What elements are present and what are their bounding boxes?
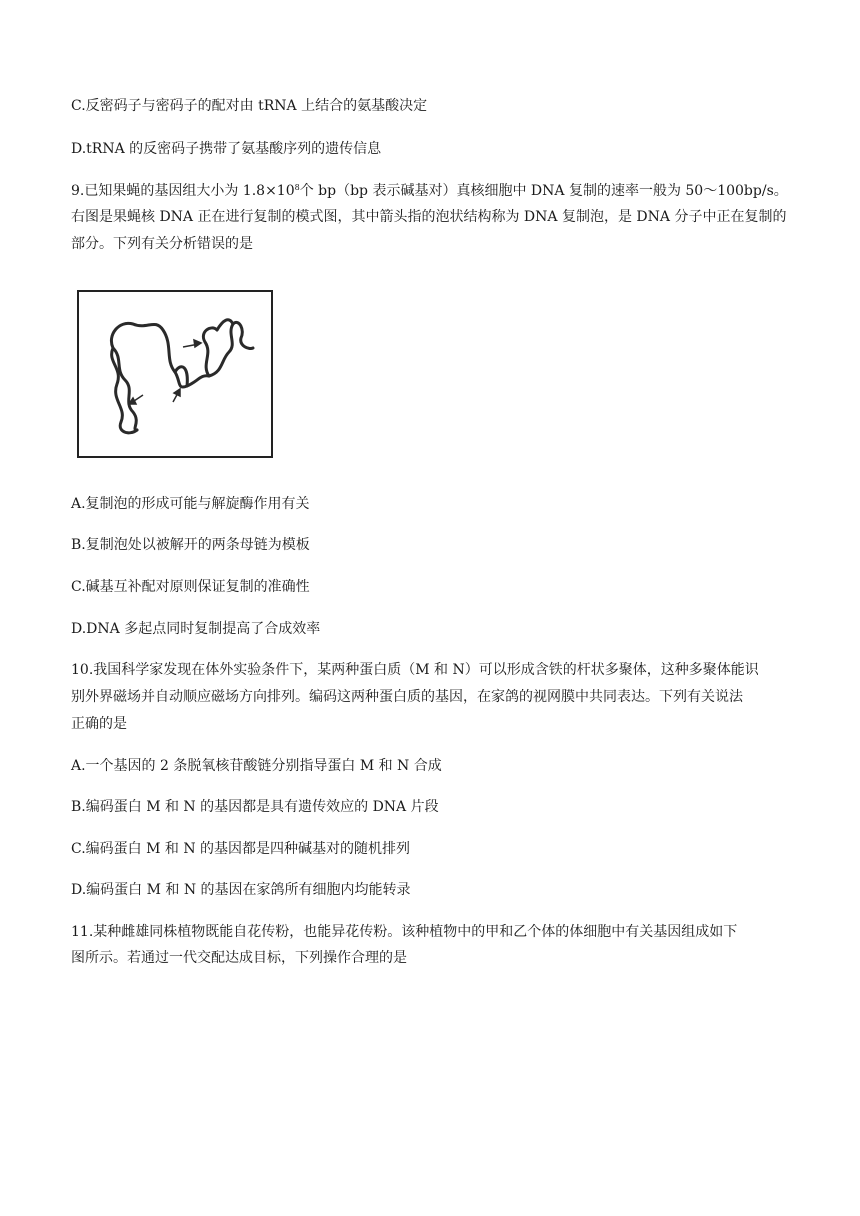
q10-stem-line-2: 别外界磁场并自动顺应磁场方向排列。编码这两种蛋白质的基因，在家鸽的视网膜中共同表达。下列有关说法	[71, 689, 743, 705]
q9-exponent: 8	[294, 183, 300, 192]
q11-stem-line-1: 11.某种雌雄同株植物既能自花传粉，也能异花传粉。该种植物中的甲和乙个体的体细胞中有关基因组成如下	[71, 924, 738, 940]
q10-stem-line-3: 正确的是	[71, 716, 127, 732]
q10-option-c: C.编码蛋白 M 和 N 的基因都是四种碱基对的随机排列	[71, 841, 411, 857]
q9-stem-line-1	[71, 181, 800, 201]
q9-option-a: A.复制泡的形成可能与解旋酶作用有关	[71, 496, 310, 512]
q9-option-d: D.DNA 多起点同时复制提高了合成效率	[71, 621, 321, 637]
q11-stem-line-2: 图所示。若通过一代交配达成目标，下列操作合理的是	[71, 950, 407, 966]
q10-option-d: D.编码蛋白 M 和 N 的基因在家鸽所有细胞内均能转录	[71, 882, 411, 898]
q9-option-b: B.复制泡处以被解开的两条母链为模板	[71, 537, 310, 553]
q8-option-d: D.tRNA 的反密码子携带了氨基酸序列的遗传信息	[71, 141, 382, 157]
dna-replication-bubble-figure	[77, 290, 273, 458]
q10-option-b: B.编码蛋白 M 和 N 的基因都是具有遗传效应的 DNA 片段	[71, 799, 439, 815]
q9-stem-text-cont: 个 bp（bp 表示碱基对）真核细胞中 DNA 复制的速率一般为 50～100bp/s。	[299, 183, 788, 199]
q9-option-c: C.碱基互补配对原则保证复制的准确性	[71, 579, 310, 595]
q9-stem-text: 9.已知果蝇的基因组大小为 1.8×10	[71, 183, 295, 199]
q9-stem-line-2: 右图是果蝇核 DNA 正在进行复制的模式图，其中箭头指的泡状结构称为 DNA 复制泡，是 DNA 分子中正在复制的	[71, 209, 787, 225]
q9-stem-line-3: 部分。下列有关分析错误的是	[71, 236, 253, 252]
q10-option-a: A.一个基因的 2 条脱氧核苷酸链分别指导蛋白 M 和 N 合成	[71, 758, 442, 774]
q8-option-c: C.反密码子与密码子的配对由 tRNA 上结合的氨基酸决定	[71, 98, 428, 114]
q10-stem-line-1: 10.我国科学家发现在体外实验条件下，某两种蛋白质（M 和 N）可以形成含铁的杆状多聚体，这种多聚体能识	[71, 662, 759, 678]
